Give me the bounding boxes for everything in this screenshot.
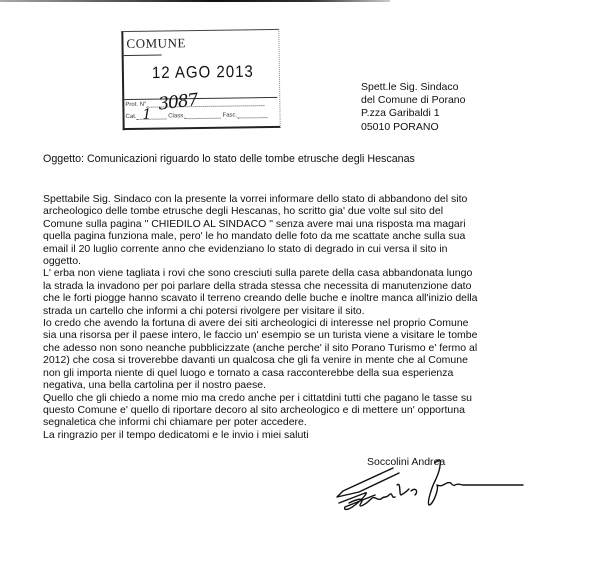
body-line: Io credo che avendo la fortuna di avere dei siti archeologici di interesse nel proprio Comune bbox=[43, 317, 469, 330]
body-line: Comune sulla pagina " CHIEDILO AL SINDACO " senza avere mai una risposta ma magari bbox=[43, 217, 466, 230]
addressee-line: del Comune di Porano bbox=[361, 94, 466, 107]
stamp-office: COMUNE bbox=[126, 35, 186, 52]
body-line: che adesso non sono neanche pubblicizzate (anche perche' il sito Porano Turismo e' fermo al bbox=[43, 341, 478, 354]
stamp-date: 12 AGO 2013 bbox=[151, 62, 254, 83]
body-line: Spettabile Sig. Sindaco con la presente la vorrei informare dello stato di abbandono del sito bbox=[43, 193, 468, 205]
stamp-class-label: Class. bbox=[168, 113, 185, 120]
stamp-cat-value: 1 bbox=[142, 106, 152, 123]
body-line: negativa, una bella cartolina per il nostro paese. bbox=[43, 379, 266, 392]
body-line: archeologico delle tombe etrusche degli Hescanas, ho scritto gia' due volte sul sito del bbox=[43, 205, 444, 218]
addressee-line: P.zza Garibaldi 1 bbox=[361, 107, 440, 120]
letter-body bbox=[43, 193, 583, 441]
stamp-cat-label: Cat. bbox=[125, 113, 137, 121]
handwritten-signature bbox=[335, 455, 535, 535]
stamp-fasc-label: Fasc. bbox=[222, 112, 238, 119]
body-line: che le forti piogge hanno scavato il terreno creando delle buche e inoltre manca all'inizio della bbox=[43, 292, 478, 305]
body-line: non gli importa niente di quel luogo e tornato a casa racconterebbe della sua esperienza bbox=[43, 366, 454, 379]
scan-top-edge bbox=[0, 0, 390, 2]
body-line: segnaletica che informi chi chiamare per poter accedere. bbox=[43, 416, 307, 429]
addressee-line: Spett.le Sig. Sindaco bbox=[361, 81, 459, 93]
body-line: La ringrazio per il tempo dedicatomi e le invio i miei saluti bbox=[43, 428, 309, 441]
stamp-prot-label: Prot. N° bbox=[125, 101, 147, 109]
stamp-prot-number: 3087 bbox=[157, 90, 199, 115]
body-line: questo Comune e' quello di riportare decoro al sito archeologico e di mettere un' opportuna bbox=[43, 403, 465, 416]
protocol-stamp bbox=[121, 29, 279, 129]
body-line: L' erba non viene tagliata i rovi che sono cresciuti sulla parete della casa abbandonata lungo bbox=[43, 267, 473, 280]
body-line: sia una risorsa per il paese intero, le faccio un' esempio se un turista viene a visitare le tombe bbox=[43, 329, 478, 342]
body-line: Quello che gli chiedo a nome mio ma credo anche per i cittatdini tutti che pagano le tasse su bbox=[43, 391, 472, 404]
body-line: strada un cartello che informi a chi potersi rivolgere per visitare il sito. bbox=[43, 304, 365, 317]
addressee-line: 05010 PORANO bbox=[361, 120, 439, 133]
body-line: 2012) che cosa si troverebbe davanti un qualcosa che gli fa venire in mente che al Comune bbox=[43, 354, 468, 367]
body-line: email il 20 luglio corrente anno che evidenziano lo stato di degrado in cui versa il sito in bbox=[43, 242, 448, 255]
addressee-block bbox=[361, 81, 465, 134]
body-line: la strada la invadono per poi parlare della strada stessa che necessita di manutenzione dato bbox=[43, 279, 472, 292]
letter-subject: Oggetto: Comunicazioni riguardo lo stato delle tombe etrusche degli Hescanas bbox=[43, 153, 415, 165]
signer-name: Soccolini Andrea bbox=[367, 456, 446, 468]
body-line: quella pagina funziona male, pero' le ho mandato delle foto da me scattate anche sulla sua bbox=[43, 230, 466, 243]
body-line: oggetto. bbox=[43, 255, 81, 268]
